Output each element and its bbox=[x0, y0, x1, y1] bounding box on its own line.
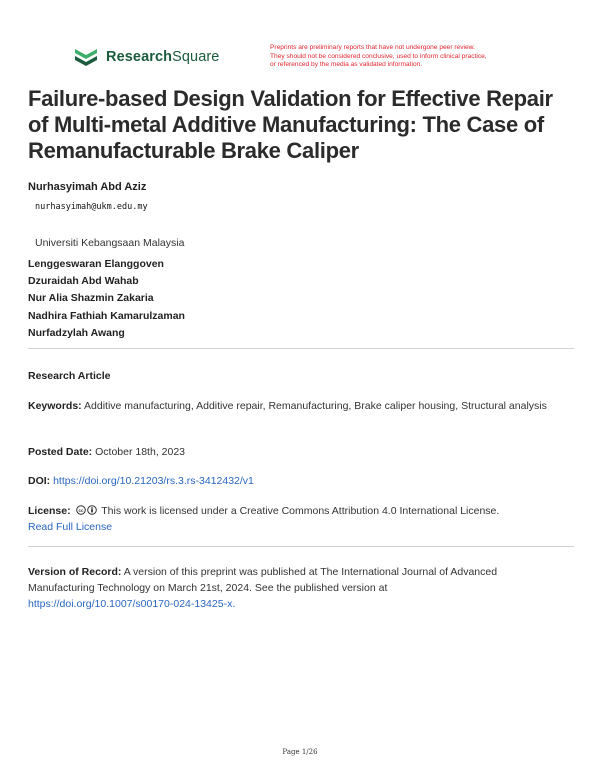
article-type bbox=[28, 368, 558, 384]
license-label: License: bbox=[28, 505, 71, 517]
logo-name: Research bbox=[106, 48, 173, 65]
article-type-value: Research Article bbox=[28, 370, 111, 382]
research-square-logo[interactable] bbox=[75, 47, 219, 66]
corresponding-author[interactable]: Nurhasyimah Abd Aziz bbox=[28, 181, 147, 193]
research-square-logo-icon bbox=[75, 47, 97, 66]
version-of-record-label: Version of Record: bbox=[28, 566, 122, 578]
author-name[interactable]: Nur Alia Shazmin Zakaria bbox=[28, 292, 154, 305]
logo-wordmark bbox=[106, 49, 219, 65]
license-field bbox=[28, 503, 558, 535]
author-name[interactable]: Dzuraidah Abd Wahab bbox=[28, 275, 139, 288]
posted-date-label: Posted Date: bbox=[28, 446, 93, 458]
doi-link[interactable]: https://doi.org/10.21203/rs.3.rs-3412432/v1 bbox=[53, 475, 254, 487]
cc-license-icons bbox=[76, 505, 97, 515]
keywords-field bbox=[28, 398, 558, 414]
disclaimer-line: Preprints are preliminary reports that have not undergone peer review. bbox=[270, 44, 475, 51]
disclaimer-line: or referenced by the media as validated information. bbox=[270, 61, 423, 69]
doi-field bbox=[28, 473, 558, 489]
author-list bbox=[28, 256, 185, 342]
version-of-record-field bbox=[28, 564, 558, 612]
keywords-label: Keywords: bbox=[28, 400, 82, 412]
posted-date-field bbox=[28, 444, 558, 460]
svg-text:cc: cc bbox=[78, 508, 84, 513]
paper-title: Failure-based Design Validation for Effective Repair of Multi-metal Additive Manufacturing: The Case of Remanufacturable Brake Caliper bbox=[28, 86, 553, 163]
author-email[interactable]: nurhasyimah@ukm.edu.my bbox=[35, 202, 148, 212]
doi-label: DOI: bbox=[28, 475, 51, 487]
posted-date-value: October 18th, 2023 bbox=[95, 446, 186, 458]
divider bbox=[28, 348, 574, 349]
attribution-icon bbox=[87, 505, 97, 515]
version-of-record-text: A version of this preprint was published at The International Journal of Advanced Manufacturing Technology on March 21st, 2024. See the published version at bbox=[28, 566, 498, 594]
author-name[interactable]: Nadhira Fathiah Kamarulzaman bbox=[28, 309, 185, 322]
divider bbox=[28, 546, 574, 547]
author-name[interactable]: Nurfadzylah Awang bbox=[28, 326, 125, 339]
logo-suffix: Square bbox=[172, 48, 220, 65]
page-number: Page 1/26 bbox=[282, 748, 318, 756]
published-version-link[interactable]: https://doi.org/10.1007/s00170-024-13425-x. bbox=[28, 598, 236, 610]
author-affiliation: Universiti Kebangsaan Malaysia bbox=[35, 237, 185, 249]
creative-commons-icon bbox=[76, 505, 86, 515]
preprint-disclaimer bbox=[270, 44, 550, 70]
read-full-license-link[interactable]: Read Full License bbox=[28, 521, 113, 533]
license-text: This work is licensed under a Creative Commons Attribution 4.0 International License. bbox=[101, 505, 500, 517]
disclaimer-line: They should not be considered conclusive, used to inform clinical practice, bbox=[270, 52, 487, 60]
author-name[interactable]: Lenggeswaran Elanggoven bbox=[28, 258, 164, 270]
keywords-value: Additive manufacturing, Additive repair, Remanufacturing, Brake caliper housing, Structural analysis bbox=[84, 400, 547, 412]
